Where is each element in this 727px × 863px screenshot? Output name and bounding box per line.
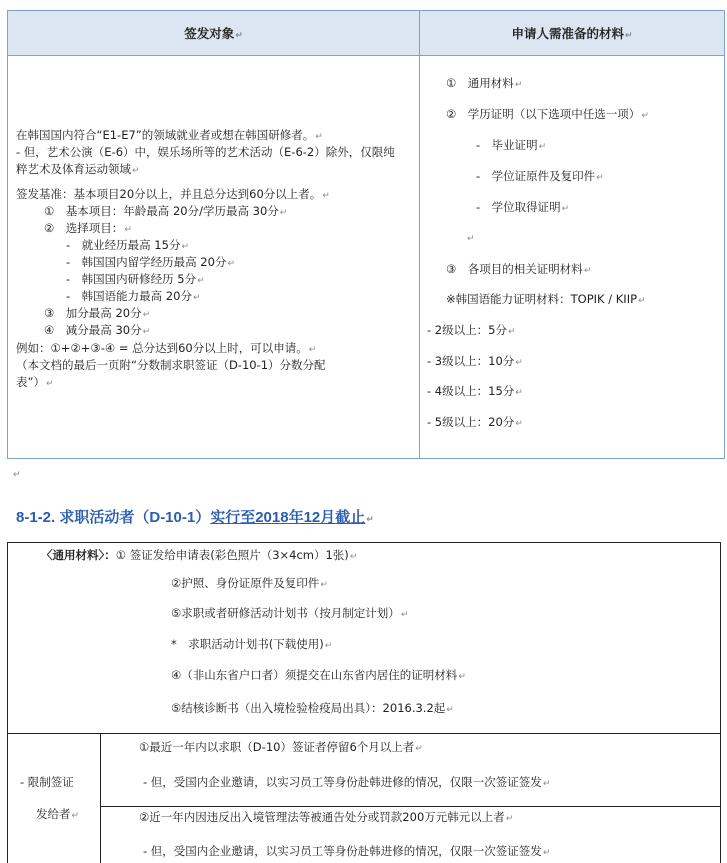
right-line-10: - 3级以上：10分↵ bbox=[427, 354, 523, 368]
table2-common-cell bbox=[7, 542, 721, 734]
left-line-10: - 韩国语能力最高 20分↵ bbox=[66, 289, 201, 303]
right-line-8: ※韩国语能力证明材料：TOPIK / KIIP↵ bbox=[446, 292, 646, 306]
left-line-3: 粹艺术及体育运动领域↵ bbox=[16, 162, 140, 176]
common-line-1: 〈通用材料〉：① 签证发给申请表(彩色照片（3×4cm）1张)↵ bbox=[41, 548, 358, 562]
table1-header-right: 申请人需准备的材料↵ bbox=[511, 26, 633, 41]
right-line-11: - 4级以上：15分↵ bbox=[427, 384, 523, 398]
right-line-1: ① 通用材料↵ bbox=[446, 76, 523, 90]
left-line-15: 表”）↵ bbox=[16, 375, 54, 389]
common-line-2: ②护照、身份证原件及复印件↵ bbox=[171, 576, 328, 590]
left-line-11: ③ 加分最高 20分↵ bbox=[44, 306, 151, 320]
restrict-line-1: ①最近一年内以求职（D-10）签证者停留6个月以上者↵ bbox=[139, 740, 423, 754]
left-line-14: （本文档的最后一页附“分数制求职签证（D-10-1）分数分配 bbox=[16, 358, 326, 372]
table2-restrict-row-2 bbox=[100, 806, 721, 863]
left-line-2: - 但，艺术公演（E-6）中，娱乐场所等的艺术活动（E-6-2）除外，仅限纯 bbox=[16, 145, 395, 159]
right-line-5: - 学位取得证明↵ bbox=[476, 200, 570, 214]
right-line-7: ③ 各项目的相关证明材料↵ bbox=[446, 262, 592, 276]
table1-left-cell bbox=[7, 55, 420, 459]
restrict-label-2: 发给者↵ bbox=[36, 807, 80, 821]
table2-restrict-label-cell bbox=[7, 733, 101, 863]
table1-header-left-cell bbox=[7, 10, 420, 56]
table1-right-cell bbox=[419, 55, 725, 459]
left-line-6: ② 选择项目：↵ bbox=[44, 221, 132, 235]
table1-header-left: 签发对象↵ bbox=[184, 26, 243, 41]
right-line-12: - 5级以上：20分↵ bbox=[427, 415, 523, 429]
restrict-line-4: - 但，受国内企业邀请，以实习员工等身份赴韩进修的情况，仅限一次签证签发↵ bbox=[143, 844, 551, 858]
restrict-label-1: - 限制签证 bbox=[20, 775, 74, 789]
left-line-1: 在韩国国内符合“E1-E7”的领域就业者或想在韩国研修者。↵ bbox=[16, 128, 323, 142]
common-line-4: * 求职活动计划书(下载使用)↵ bbox=[171, 637, 333, 651]
section-heading: 8-1-2. 求职活动者（D-10-1）实行至2018年12月截止↵ bbox=[16, 509, 374, 526]
left-line-9: - 韩国国内研修经历 5分↵ bbox=[66, 272, 205, 286]
right-line-2: ② 学历证明（以下选项中任选一项）↵ bbox=[446, 107, 649, 121]
right-line-9: - 2级以上：5分↵ bbox=[427, 323, 516, 337]
right-line-4: - 学位证原件及复印件↵ bbox=[476, 169, 604, 183]
paragraph-mark: ↵ bbox=[13, 470, 21, 480]
left-line-7: - 就业经历最高 15分↵ bbox=[66, 238, 189, 252]
left-line-5: ① 基本项目：年龄最高 20分/学历最高 30分↵ bbox=[44, 204, 288, 218]
right-line-6: ↵ bbox=[467, 234, 475, 244]
table1-header-right-cell bbox=[419, 10, 725, 56]
left-line-4: 签发基准：基本项目20分以上，并且总分达到60分以上者。↵ bbox=[16, 187, 330, 201]
restrict-line-2: - 但，受国内企业邀请，以实习员工等身份赴韩进修的情况，仅限一次签证签发↵ bbox=[143, 775, 551, 789]
left-line-8: - 韩国国内留学经历最高 20分↵ bbox=[66, 255, 235, 269]
right-line-3: - 毕业证明↵ bbox=[476, 138, 547, 152]
common-line-3: ⑤求职或者研修活动计划书（按月制定计划）↵ bbox=[171, 606, 409, 620]
table2-restrict-row-1 bbox=[100, 733, 721, 807]
common-line-6: ⑤结核诊断书（出入境检验检疫局出具）：2016.3.2起↵ bbox=[171, 701, 454, 715]
left-line-12: ④ 减分最高 30分↵ bbox=[44, 323, 151, 337]
common-line-5: ④（非山东省户口者）须提交在山东省内居住的证明材料↵ bbox=[171, 668, 466, 682]
left-line-13: 例如：①+②+③-④ = 总分达到60分以上时，可以申请。↵ bbox=[16, 341, 317, 355]
restrict-line-3: ②近一年内因违反出入境管理法等被通告处分或罚款200万元韩元以上者↵ bbox=[139, 810, 514, 824]
